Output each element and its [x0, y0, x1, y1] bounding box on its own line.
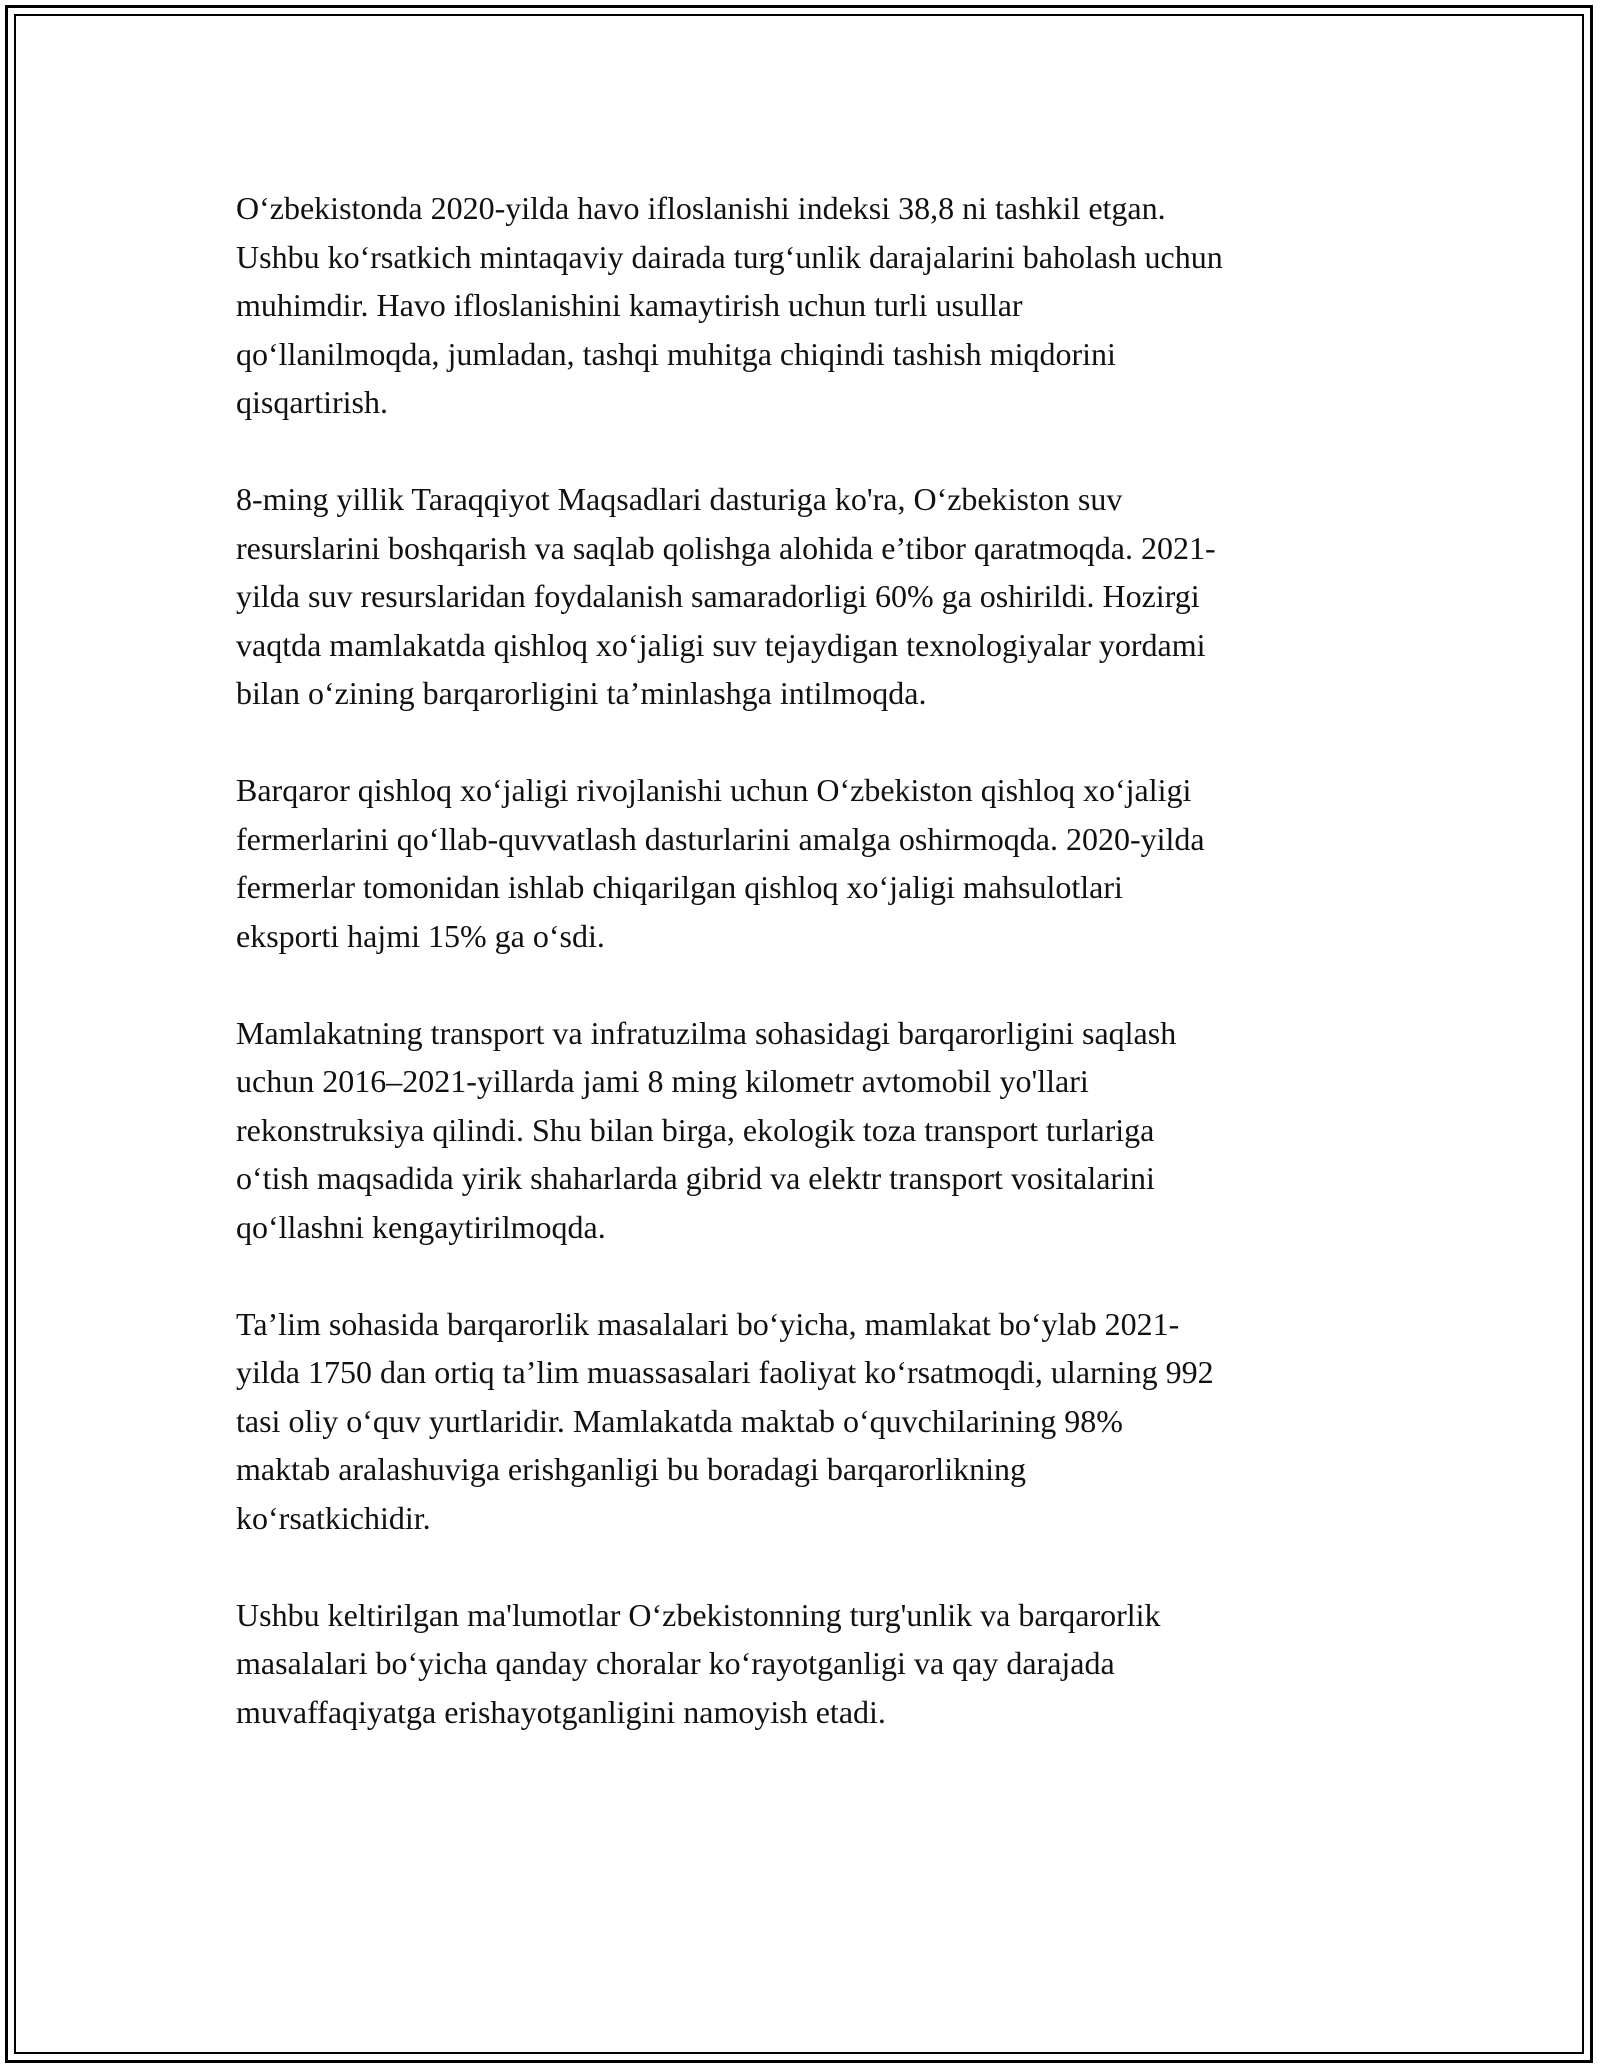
- paragraph-air-pollution: O‘zbekistonda 2020-yilda havo ifloslanishi indeksi 38,8 ni tashkil etgan. Ushbu ko‘rsatkich mintaqaviy dairada turg‘unlik darajalarini baholash uchun muhimdir. Havo ifloslanishini kamaytirish uchun turli usullar qo‘llanilmoqda, jumladan, tashqi muhitga chiqindi tashish miqdorini qisqartirish.: [236, 190, 1223, 420]
- document-body: [236, 184, 1386, 1785]
- paragraph-water-resources: 8-ming yillik Taraqqiyot Maqsadlari dasturiga ko'ra, O‘zbekiston suv resurslarini boshqarish va saqlab qolishga alohida e’tibor qaratmoqda. 2021- yilda suv resurslaridan foydalanish samaradorligi 60% ga oshirildi. Hozirgi vaqtda mamlakatda qishloq xo‘jaligi suv tejaydigan texnologiyalar yordami bilan o‘zining barqarorligini ta’minlashga intilmoqda.: [236, 481, 1216, 711]
- paragraph-transport: Mamlakatning transport va infratuzilma sohasidagi barqarorligini saqlash uchun 2016–2021-yillarda jami 8 ming kilometr avtomobil yo'llari rekonstruksiya qilindi. Shu bilan birga, ekologik toza transport turlariga o‘tish maqsadida yirik shaharlarda gibrid va elektr transport vositalarini qo‘llashni kengaytirilmoqda.: [236, 1014, 1177, 1245]
- paragraph-agriculture: Barqaror qishloq xo‘jaligi rivojlanishi uchun O‘zbekiston qishloq xo‘jaligi fermerlarini qo‘llab-quvvatlash dasturlarini amalga oshirmoqda. 2020-yilda fermerlar tomonidan ishlab chiqarilgan qishloq xo‘jaligi mahsulotlari eksporti hajmi 15% ga o‘sdi.: [236, 772, 1205, 954]
- paragraph-education: Ta’lim sohasida barqarorlik masalalari bo‘yicha, mamlakat bo‘ylab 2021- yilda 1750 dan ortiq ta’lim muassasalari faoliyat ko‘rsatmoqdi, ularning 992 tasi oliy o‘quv yurtlaridir. Mamlakatda maktab o‘quvchilarining 98% maktab aralashuviga erishganligi bu boradagi barqarorlikning ko‘rsatkichidir.: [236, 1305, 1214, 1536]
- paragraph-conclusion: Ushbu keltirilgan ma'lumotlar O‘zbekistonning turg'unlik va barqarorlik masalalari bo‘yicha qanday choralar ko‘rayotganligi va qay darajada muvaffaqiyatga erishayotganligini namoyish etadi.: [236, 1596, 1161, 1730]
